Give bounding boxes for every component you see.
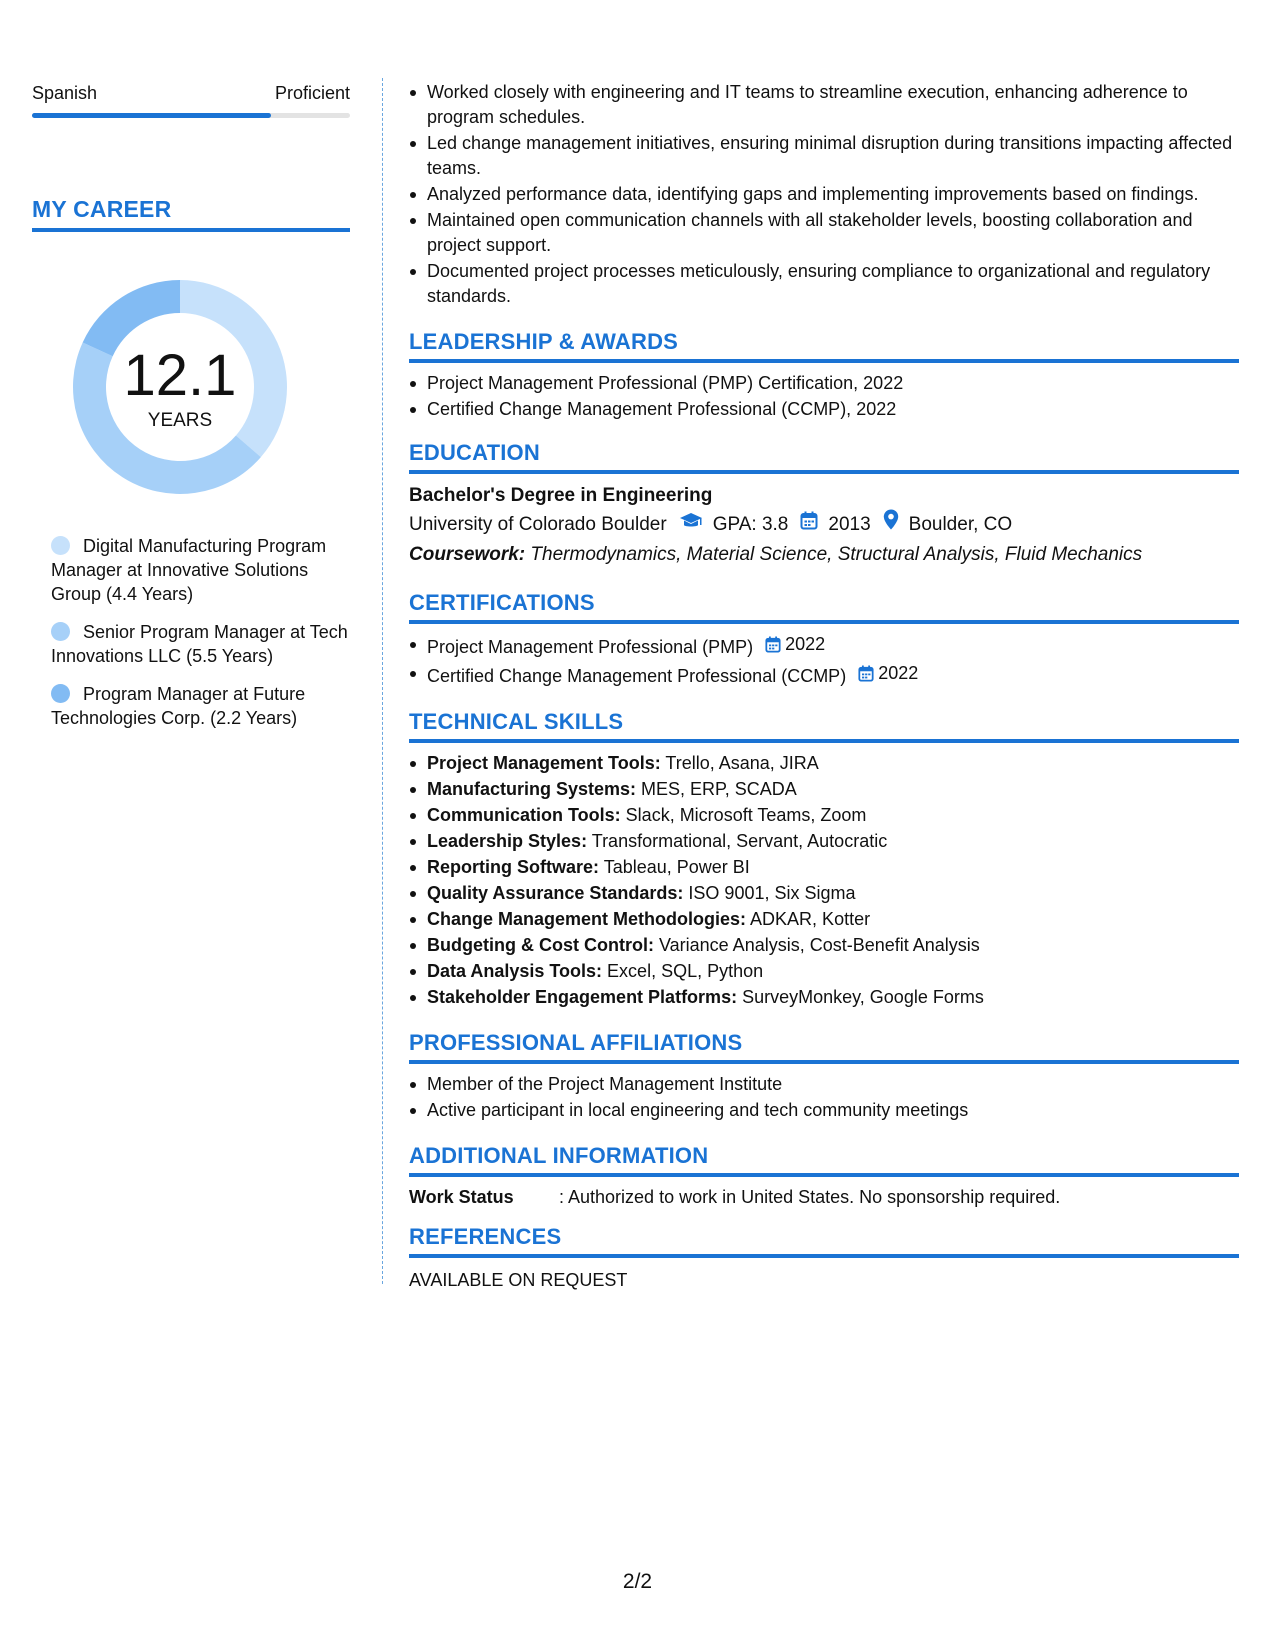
skill-item: [427, 855, 1239, 880]
education-heading: EDUCATION: [409, 440, 1239, 474]
skill-value: MES, ERP, SCADA: [636, 779, 797, 799]
education-school: University of Colorado Boulder: [409, 513, 667, 535]
education-entry: [409, 482, 1239, 570]
career-total-value: 12.1: [123, 343, 237, 408]
legend-item: [51, 682, 350, 730]
skill-label: Communication Tools:: [427, 805, 621, 825]
career-total-unit: YEARS: [147, 410, 213, 431]
skill-item: [427, 985, 1239, 1010]
skill-value: Tableau, Power BI: [599, 857, 750, 877]
skill-label: Manufacturing Systems:: [427, 779, 637, 799]
legend-dot: [51, 684, 70, 703]
leadership-item: Project Management Professional (PMP) Certification, 2022: [427, 371, 1239, 396]
experience-bullet: Analyzed performance data, identifying gaps and implementing improvements based on findings.: [427, 182, 1239, 207]
work-status-row: [409, 1185, 1239, 1210]
career-donut-chart: [67, 274, 293, 500]
leadership-list: [409, 371, 1239, 422]
coursework-text: Thermodynamics, Material Science, Structural Analysis, Fluid Mechanics: [525, 544, 1143, 565]
language-proficiency-bar: [32, 113, 350, 118]
affiliations-list: [409, 1072, 1239, 1123]
skill-item: [427, 907, 1239, 932]
skill-item: [427, 829, 1239, 854]
career-heading: MY CAREER: [32, 196, 350, 232]
skill-item: [427, 959, 1239, 984]
certifications-heading: CERTIFICATIONS: [409, 590, 1239, 624]
language-skill: [32, 80, 350, 118]
work-status-label: Work Status: [409, 1187, 514, 1207]
legend-dot: [51, 622, 70, 641]
calendar-icon: [858, 665, 874, 682]
certification-year: 2022: [878, 663, 919, 683]
legend-item: [51, 534, 350, 606]
references-text: AVAILABLE ON REQUEST: [409, 1270, 628, 1290]
legend-label: Senior Program Manager at Tech Innovations LLC (5.5 Years): [51, 622, 348, 666]
coursework-label: Coursework:: [409, 544, 526, 565]
skill-value: Trello, Asana, JIRA: [660, 753, 819, 773]
experience-bullet: Led change management initiatives, ensuring minimal disruption during transitions impacting affected teams.: [427, 131, 1239, 181]
work-status-value: : Authorized to work in United States. No sponsorship required.: [559, 1187, 1061, 1207]
experience-bullets: [409, 80, 1239, 309]
page-number: 2/2: [622, 1570, 653, 1593]
legend-dot: [51, 536, 70, 555]
legend-label: Program Manager at Future Technologies Corp. (2.2 Years): [51, 684, 306, 728]
affiliation-item: Active participant in local engineering and tech community meetings: [427, 1098, 1239, 1123]
skill-label: Change Management Methodologies:: [427, 909, 747, 929]
education-meta: [409, 509, 1239, 540]
skill-value: ISO 9001, Six Sigma: [683, 883, 856, 903]
skill-label: Quality Assurance Standards:: [427, 883, 684, 903]
right-column: [409, 80, 1239, 1293]
leadership-heading: LEADERSHIP & AWARDS: [409, 329, 1239, 363]
education-degree: Bachelor's Degree in Engineering: [409, 485, 713, 506]
skill-value: Slack, Microsoft Teams, Zoom: [620, 805, 867, 825]
language-level: Proficient: [274, 83, 350, 103]
column-divider: [382, 78, 383, 1284]
certifications-list: [409, 632, 1239, 689]
language-name: Spanish: [32, 83, 98, 103]
calendar-icon: [800, 510, 818, 540]
location-pin-icon: [883, 509, 899, 540]
graduation-cap-icon: [679, 510, 703, 540]
skill-item: [427, 777, 1239, 802]
skill-value: Variance Analysis, Cost-Benefit Analysis: [653, 935, 980, 955]
language-proficiency-fill: [32, 113, 271, 118]
legend-item: [51, 620, 350, 668]
affiliations-heading: PROFESSIONAL AFFILIATIONS: [409, 1030, 1239, 1064]
legend-label: Digital Manufacturing Program Manager at Innovative Solutions Group (4.4 Years): [51, 536, 327, 604]
skill-value: ADKAR, Kotter: [746, 909, 871, 929]
additional-heading: ADDITIONAL INFORMATION: [409, 1143, 1239, 1177]
education-year: 2013: [828, 513, 871, 535]
skill-value: SurveyMonkey, Google Forms: [737, 987, 984, 1007]
skill-label: Data Analysis Tools:: [427, 961, 603, 981]
skill-item: [427, 881, 1239, 906]
skill-label: Budgeting & Cost Control:: [427, 935, 654, 955]
experience-bullet: Maintained open communication channels with all stakeholder levels, boosting collaboration and project support.: [427, 208, 1239, 258]
certification-item: [427, 661, 1239, 689]
affiliation-item: Member of the Project Management Institute: [427, 1072, 1239, 1097]
skill-value: Excel, SQL, Python: [602, 961, 764, 981]
skill-item: [427, 751, 1239, 776]
skills-list: [409, 751, 1239, 1010]
education-coursework: [409, 540, 1239, 570]
education-location: Boulder, CO: [908, 513, 1013, 535]
calendar-icon: [765, 636, 781, 653]
left-column: [32, 80, 350, 744]
career-legend: [32, 534, 350, 730]
skill-item: [427, 803, 1239, 828]
experience-bullet: Documented project processes meticulously, ensuring compliance to organizational and regulatory standards.: [427, 259, 1239, 309]
skills-heading: TECHNICAL SKILLS: [409, 709, 1239, 743]
skill-label: Leadership Styles:: [427, 831, 588, 851]
skill-item: [427, 933, 1239, 958]
skill-label: Reporting Software:: [427, 857, 600, 877]
certification-name: Certified Change Management Professional (CCMP): [427, 666, 847, 686]
skill-label: Stakeholder Engagement Platforms:: [427, 987, 738, 1007]
certification-name: Project Management Professional (PMP): [427, 637, 754, 657]
certification-year: 2022: [785, 634, 826, 654]
references-heading: REFERENCES: [409, 1224, 1239, 1258]
experience-bullet: Worked closely with engineering and IT teams to streamline execution, enhancing adherence to program schedules.: [427, 80, 1239, 130]
leadership-item: Certified Change Management Professional (CCMP), 2022: [427, 397, 1239, 422]
skill-value: Transformational, Servant, Autocratic: [587, 831, 888, 851]
skill-label: Project Management Tools:: [427, 753, 661, 773]
certification-item: [427, 632, 1239, 660]
education-gpa: GPA: 3.8: [712, 513, 789, 535]
